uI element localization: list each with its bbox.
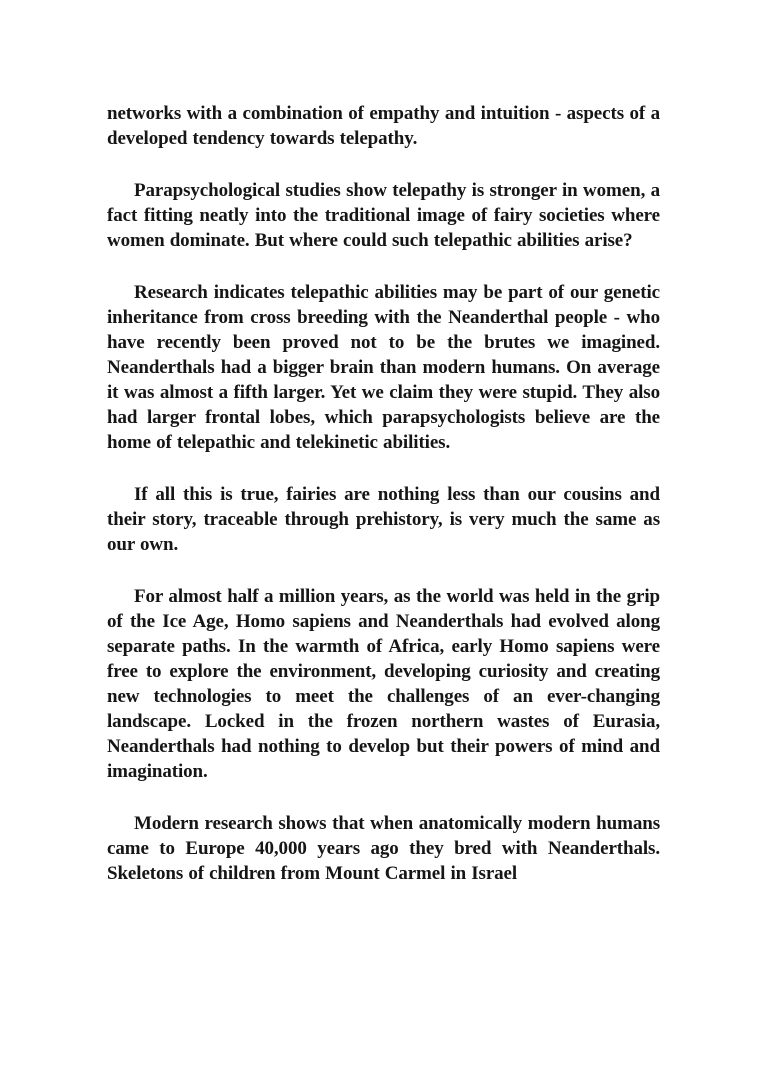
paragraph: Parapsychological studies show telepathy is stronger in women, a fact fitting neatly into the traditional image of fairy societies where women dominate. But where could such telepathic abilities arise?	[107, 180, 660, 251]
paragraph: For almost half a million years, as the world was held in the grip of the Ice Age, Homo sapiens and Neanderthals had evolved along separate paths. In the warmth of Africa, early Homo sapiens were free to explore the environment, developing curiosity and creating new technologies to meet the challenges of an ever-changing landscape. Locked in the frozen northern wastes of Eurasia, Neanderthals had nothing to develop but their powers of mind and imagination.	[107, 586, 660, 782]
paragraph: If all this is true, fairies are nothing less than our cousins and their story, traceable through prehistory, is very much the same as our own.	[107, 484, 660, 555]
paragraph: networks with a combination of empathy and intuition - aspects of a developed tendency towards telepathy.	[107, 103, 660, 149]
paragraph: Modern research shows that when anatomically modern humans came to Europe 40,000 years ago they bred with Neanderthals. Skeletons of children from Mount Carmel in Israel	[107, 813, 660, 884]
paragraph: Research indicates telepathic abilities may be part of our genetic inheritance from cross breeding with the Neanderthal people - who have recently been proved not to be the brutes we imagined. Neanderthals had a bigger brain than modern humans. On average it was almost a fifth larger. Yet we claim they were stupid. They also had larger frontal lobes, which parapsychologists believe are the home of telepathic and telekinetic abilities.	[107, 282, 660, 453]
